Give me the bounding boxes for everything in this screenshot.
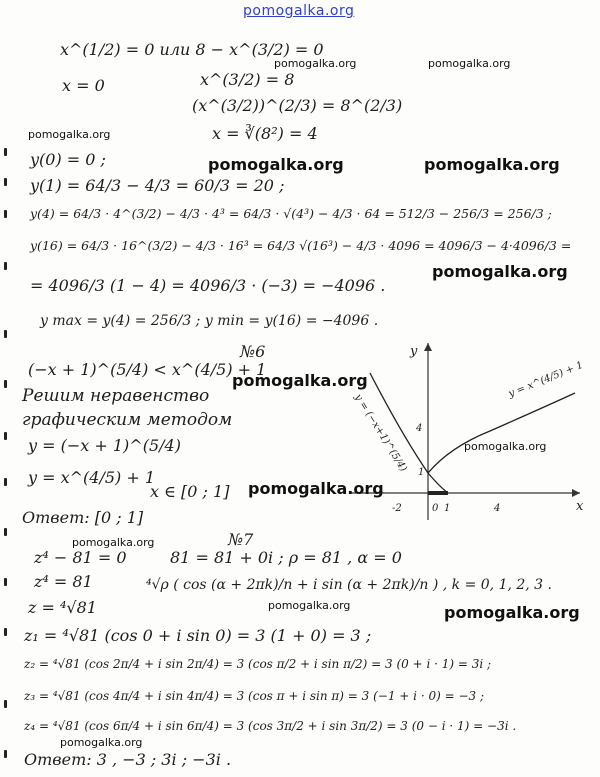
math-line: графическим методом (22, 410, 233, 430)
watermark: pomogalka.org (248, 479, 384, 498)
watermark: pomogalka.org (208, 155, 344, 174)
margin-mark (4, 148, 7, 156)
math-line: y = (−x + 1)^(5/4) (28, 436, 181, 455)
answer-line: Ответ: [0 ; 1] (22, 508, 144, 527)
math-line: 81 = 81 + 0i ; ρ = 81 , α = 0 (170, 548, 402, 567)
margin-mark (4, 750, 7, 758)
y-axis-label: y (410, 344, 418, 359)
math-line: y(16) = 64/3 · 16^(3/2) − 4/3 · 16³ = 64/3 √(16³) − 4/3 · 4096 = 4096/3 − 4·4096/3 = (30, 238, 572, 253)
curve2-label: y = x^(4/5) + 1 (507, 359, 585, 400)
margin-mark (4, 628, 7, 636)
watermark: pomogalka.org (274, 57, 357, 70)
math-line: z⁴ − 81 = 0 (34, 548, 127, 567)
tick-label: 1 (418, 467, 425, 478)
math-line: z⁴ = 81 (34, 572, 93, 591)
origin-label: 0 (432, 503, 439, 514)
math-line: z₄ = ⁴√81 (cos 6π/4 + i sin 6π/4) = 3 (cos 3π/2 + i sin 3π/2) = 3 (0 − i · 1) = −3i . (24, 719, 517, 733)
tick-label: 1 (444, 503, 451, 514)
margin-mark (4, 478, 7, 486)
watermark: pomogalka.org (232, 371, 368, 390)
math-line: y(1) = 64/3 − 4/3 = 60/3 = 20 ; (30, 176, 285, 195)
math-line: (−x + 1)^(5/4) < x^(4/5) + 1 (28, 360, 267, 379)
math-line: x = 0 (62, 76, 105, 95)
math-line: x^(1/2) = 0 или 8 − x^(3/2) = 0 (60, 40, 324, 59)
tick-label: 4 (416, 423, 423, 434)
watermark: pomogalka.org (444, 603, 580, 622)
math-line: x = ∛(8²) = 4 (212, 124, 318, 143)
problem-number: №6 (240, 342, 266, 361)
math-line: (x^(3/2))^(2/3) = 8^(2/3) (192, 96, 403, 115)
margin-mark (4, 700, 7, 708)
watermark: pomogalka.org (424, 155, 560, 174)
math-line: z₂ = ⁴√81 (cos 2π/4 + i sin 2π/4) = 3 (cos π/2 + i sin π/2) = 3 (0 + i · 1) = 3i ; (24, 657, 492, 671)
math-line: z₁ = ⁴√81 (cos 0 + i sin 0) = 3 (1 + 0) = 3 ; (24, 626, 372, 645)
watermark: pomogalka.org (28, 128, 111, 141)
math-line: x^(3/2) = 8 (200, 70, 295, 89)
y-axis-arrow (424, 343, 432, 351)
answer-line: Ответ: 3 , −3 ; 3i ; −3i . (24, 750, 232, 769)
math-line: x ∈ [0 ; 1] (150, 482, 230, 501)
margin-mark (4, 262, 7, 270)
math-line: ⁴√ρ ( cos (α + 2πk)/n + i sin (α + 2πk)/n ) , k = 0, 1, 2, 3 . (146, 577, 552, 593)
margin-mark (4, 432, 7, 440)
watermark: pomogalka.org (60, 736, 143, 749)
math-line: y(4) = 64/3 · 4^(3/2) − 4/3 · 4³ = 64/3 · √(4³) − 4/3 · 64 = 512/3 − 256/3 = 256/3 ; (30, 206, 552, 221)
x-axis-arrow (572, 489, 580, 497)
margin-mark (4, 380, 7, 388)
watermark: pomogalka.org (72, 536, 155, 549)
watermark: pomogalka.org (428, 57, 511, 70)
math-line: Решим неравенство (22, 386, 210, 406)
watermark: pomogalka.org (268, 599, 351, 612)
curve-power-right (428, 393, 575, 473)
margin-mark (4, 578, 7, 586)
problem-number: №7 (228, 530, 254, 549)
watermark: pomogalka.org (432, 262, 568, 281)
math-line: y max = y(4) = 256/3 ; y min = y(16) = −4096 . (40, 313, 379, 329)
x-axis-label: x (576, 499, 584, 514)
math-line: z₃ = ⁴√81 (cos 4π/4 + i sin 4π/4) = 3 (cos π + i sin π) = 3 (−1 + i · 0) = −3 ; (24, 689, 484, 703)
tick-label: -2 (392, 503, 402, 514)
math-line: y(0) = 0 ; (30, 150, 106, 169)
margin-mark (4, 178, 7, 186)
curve1-label: y = (−x+1)^(5/4) (352, 392, 409, 474)
margin-mark (4, 330, 7, 338)
math-line: z = ⁴√81 (28, 598, 97, 617)
watermark: pomogalka.org (464, 440, 547, 453)
margin-mark (4, 528, 7, 536)
tick-label: 4 (494, 503, 501, 514)
math-line: y = x^(4/5) + 1 (28, 468, 156, 487)
watermark-top[interactable]: pomogalka.org (243, 3, 355, 19)
math-line: = 4096/3 (1 − 4) = 4096/3 · (−3) = −4096 . (30, 276, 386, 295)
margin-mark (4, 210, 7, 218)
